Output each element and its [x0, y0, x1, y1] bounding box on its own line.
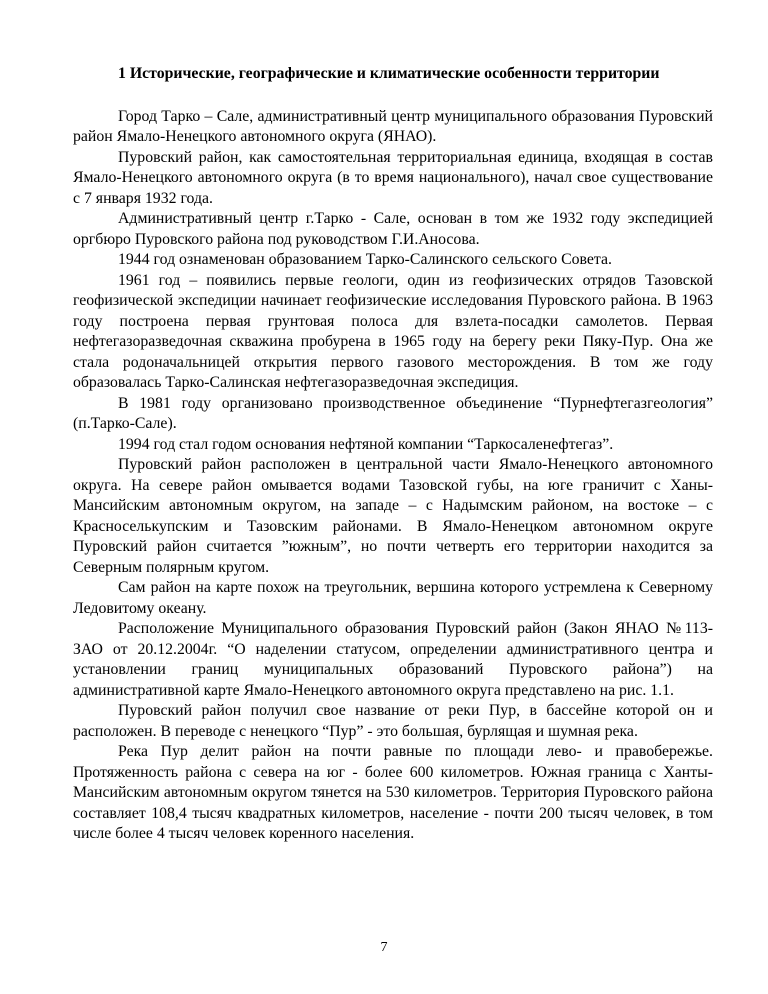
- paragraph-1944: 1944 год ознаменован образованием Тарко-Салинского сельского Совета.: [118, 251, 612, 268]
- document-page: [73, 64, 713, 845]
- paragraph-law: Расположение Муниципального образования Пуровский район (Закон ЯНАО №113-ЗАО от 20.12.2004г. “О наделении статусом, определении административного центра и установлении границ муниципальных образований Пуровского района”) на административной карте Ямало-Ненецкого автономного округа представлено на рис. 1.1.: [73, 620, 713, 699]
- paragraph-district-origin: Пуровский район, как самостоятельная территориальная единица, входящая в состав Ямало-Ненецкого автономного округа (в то время национального), начал свое существование с 7 января 1932 года.: [73, 148, 713, 207]
- paragraph-1961: 1961 год – появились первые геологи, один из геофизических отрядов Тазовской геофизической экспедиции начинает геофизические исследования Пуровского района. В 1963 году построена первая грунтовая полоса для взлета-посадки самолетов. Первая нефтегазоразведочная скважина пробурена в 1965 году на берегу реки Пяку-Пур. Она же стала родоначальницей открытия первого газового месторождения. В том же году образовалась Тарко-Салинская нефтегазоразведочная экспедиция.: [73, 271, 713, 391]
- paragraph-1981: В 1981 году организовано производственное объединение “Пурнефтегазгеология” (п.Тарко-Сале).: [73, 394, 713, 432]
- page-number: 7: [380, 940, 388, 955]
- paragraph-admin-center: Административный центр г.Тарко - Сале, основан в том же 1932 году экспедицией оргбюро Пуровского района под руководством Г.И.Аносова.: [73, 210, 713, 248]
- paragraph-location: Пуровский район расположен в центральной части Ямало-Ненецкого автономного округа. На севере район омывается водами Тазовской губы, на юге граничит с Ханы-Мансийским автономным округом, на западе – с Надымским районом, на востоке – с Красноселькупским и Тазовским районами. В Ямало-Ненецком автономном округе Пуровский район считается ”южным”, но почти четверть его территории находится за Северным полярным кругом.: [73, 456, 713, 576]
- paragraph-name-origin: Пуровский район получил свое название от реки Пур, в бассейне которой он и расположен. В переводе с ненецкого “Пур” - это большая, бурлящая и шумная река.: [73, 702, 713, 740]
- paragraph-river: Река Пур делит район на почти равные по площади лево- и правобережье. Протяженность района с севера на юг - более 600 километров. Южная граница с Ханты-Мансийским автономным округом тянется на 530 километров. Территория Пуровского района составляет 108,4 тысяч квадратных километров, население - почти 200 тысяч человек, в том числе более 4 тысяч человек коренного населения.: [73, 743, 713, 842]
- paragraph-1994: 1994 год стал годом основания нефтяной компании “Таркосаленефтегаз”.: [118, 435, 614, 453]
- paragraph-triangle: Сам район на карте похож на треугольник, вершина которого устремлена к Северному Ледовитому океану.: [73, 579, 713, 617]
- section-heading: 1 Исторические, географические и климатические особенности территории: [118, 65, 660, 82]
- paragraph-city: Город Тарко – Сале, административный центр муниципального образования Пуровский район Ямало-Ненецкого автономного округа (ЯНАО).: [73, 107, 713, 145]
